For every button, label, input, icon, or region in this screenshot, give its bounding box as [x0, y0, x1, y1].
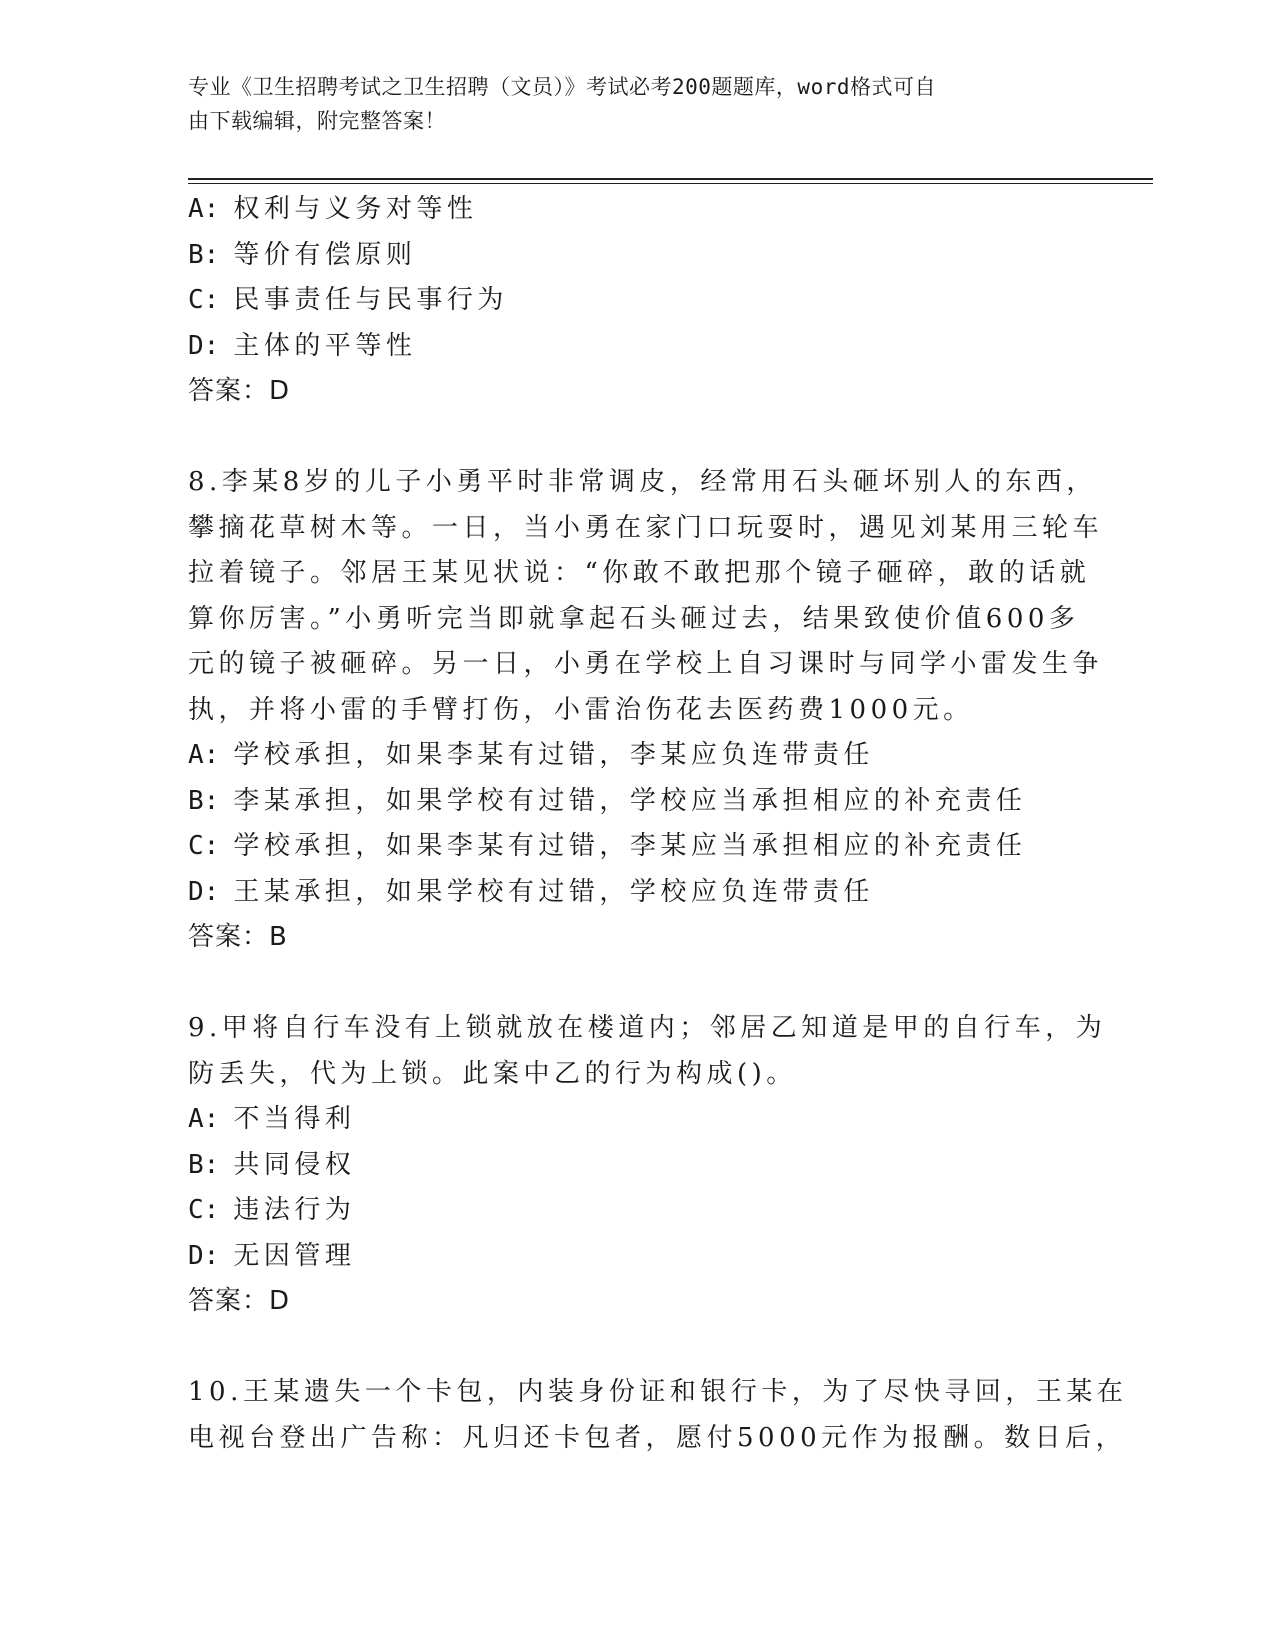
option-text: 李某承担，如果学校有过错，学校应当承担相应的补充责任: [233, 785, 1027, 816]
option-text: 主体的平等性: [233, 330, 417, 361]
option-key: B:: [188, 785, 220, 816]
spacer: [188, 415, 1088, 461]
question-stem-line: 9.甲将自行车没有上锁就放在楼道内；邻居乙知道是甲的自行车，为: [188, 1013, 1107, 1043]
option-text: 学校承担，如果李某有过错，李某应负连带责任: [233, 740, 874, 770]
answer-line: 答案：B: [188, 922, 288, 952]
option-text: 学校承担，如果李某有过错，李某应当承担相应的补充责任: [233, 831, 1027, 861]
option-text: 王某承担，如果学校有过错，学校应负连带责任: [233, 876, 874, 907]
question-stem-line: 拉着镜子。邻居王某见状说：“你敢不敢把那个镜子砸碎，敢的话就: [188, 558, 1091, 588]
option-d: [188, 324, 1088, 370]
option-c: [188, 824, 1088, 870]
option-text: 权利与义务对等性: [233, 194, 478, 224]
question-9: [188, 1006, 1107, 1325]
option-a: [188, 187, 1088, 233]
option-key: B:: [188, 239, 220, 270]
question-stem-line: 攀摘花草树木等。一日，当小勇在家门口玩耍时，遇见刘某用三轮车: [188, 512, 1104, 543]
option-key: D:: [188, 1240, 220, 1271]
question-stem-line: 元的镜子被砸碎。另一日，小勇在学校上自习课时与同学小雷发生争: [188, 649, 1104, 679]
option-key: B:: [188, 1149, 220, 1180]
option-key: D:: [188, 330, 220, 361]
option-b: [188, 233, 1088, 279]
option-text: 等价有偿原则: [233, 239, 417, 270]
option-key: A:: [188, 194, 220, 224]
option-key: A:: [188, 740, 220, 770]
answer-line: 答案：D: [188, 376, 291, 406]
header-line: 由下载编辑，附完整答案！: [188, 109, 446, 133]
option-key: C:: [188, 831, 220, 861]
option-d: [188, 1234, 1088, 1280]
option-key: C:: [188, 1195, 220, 1225]
question-stem-line: 10.王某遗失一个卡包，内装身份证和银行卡，为了尽快寻回，王某在: [188, 1377, 1128, 1407]
option-key: C:: [188, 285, 220, 315]
option-text: 违法行为: [233, 1195, 356, 1225]
option-text: 无因管理: [233, 1240, 356, 1271]
option-a: [188, 733, 1088, 779]
question-stem-line: 8.李某8岁的儿子小勇平时非常调皮，经常用石头砸坏别人的东西，: [188, 467, 1097, 497]
option-text: 不当得利: [233, 1104, 356, 1134]
question-8: [188, 460, 1104, 961]
option-key: D:: [188, 876, 220, 907]
header-divider-thin: [188, 183, 1153, 184]
question-stem-line: 算你厉害。”小勇听完当即就拿起石头砸过去，结果致使价值600多: [188, 603, 1080, 634]
option-c: [188, 278, 1088, 324]
question-stem-line: 电视台登出广告称：凡归还卡包者，愿付5000元作为报酬。数日后，: [188, 1422, 1127, 1453]
option-text: 民事责任与民事行为: [233, 285, 508, 315]
question-stem-line: 执，并将小雷的手臂打伤，小雷治伤花去医药费1000元。: [188, 694, 974, 725]
header-divider-thick: [188, 178, 1153, 180]
option-d: [188, 870, 1088, 916]
header-line: 专业《卫生招聘考试之卫生招聘（文员）》考试必考200题题库，word格式可自: [188, 75, 936, 99]
question-stem-line: 防丢失，代为上锁。此案中乙的行为构成()。: [188, 1058, 797, 1089]
option-b: [188, 779, 1088, 825]
option-key: A:: [188, 1104, 220, 1134]
question-7: [188, 187, 1088, 415]
option-text: 共同侵权: [233, 1149, 356, 1180]
spacer: [188, 961, 1088, 1007]
spacer: [188, 1325, 1088, 1371]
question-10: [188, 1370, 1128, 1461]
option-b: [188, 1143, 1088, 1189]
answer-line: 答案：D: [188, 1286, 291, 1316]
option-a: [188, 1097, 1088, 1143]
document-header: [188, 70, 1068, 138]
option-c: [188, 1188, 1088, 1234]
question-list: [188, 187, 1128, 1461]
